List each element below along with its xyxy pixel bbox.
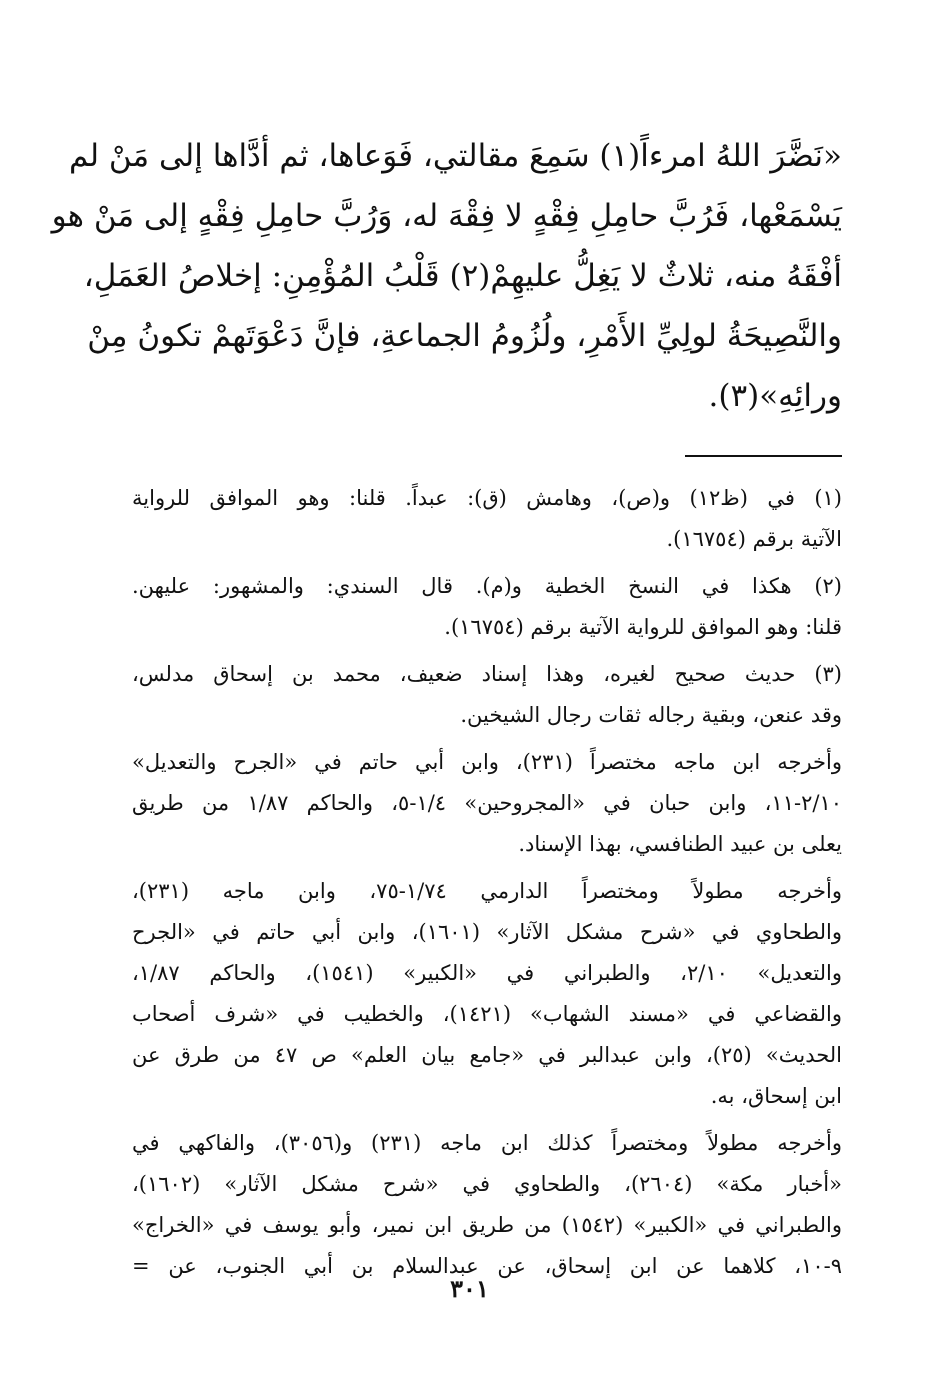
- footnote-line: والطحاوي في «شرح مشكل الآثار» (١٦٠١)، وابن أبي حاتم في «الجرح: [132, 920, 842, 944]
- footnote-3-takhrij-2: [132, 871, 842, 1117]
- footnote-line: (٢) هكذا في النسخ الخطية و(م). قال السندي: والمشهور: عليهن.: [132, 574, 842, 598]
- footnote-line: «أخبار مكة» (٢٦٠٤)، والطحاوي في «شرح مشكل الآثار» (١٦٠٢)،: [132, 1172, 842, 1196]
- footnote-line: ابن إسحاق، به.: [710, 1084, 842, 1108]
- footnote-line: وأخرجه مطولاً ومختصراً كذلك ابن ماجه (٢٣١) و(٣٠٥٦)، والفاكهي في: [132, 1131, 842, 1155]
- hadith-line: أفْقَهُ منه، ثلاثٌ لا يَغِلُّ عليهِمْ(٢) قَلْبُ المُؤْمِنِ: إخلاصُ العَمَلِ،: [83, 258, 842, 294]
- hadith-text: [51, 126, 842, 426]
- page-number: ٣٠١: [450, 1274, 489, 1303]
- footnote-3-takhrij-3: [132, 1123, 842, 1287]
- footnote-line: والطبراني في «الكبير» (١٥٤٢) من طريق ابن نمير، وأبو يوسف في «الخراج»: [132, 1213, 842, 1237]
- footnote-line: وأخرجه مطولاً ومختصراً الدارمي ١/٧٤-٧٥، وابن ماجه (٢٣١)،: [132, 879, 842, 903]
- hadith-line: والنَّصِيحَةُ لولِيِّ الأَمْرِ، ولُزُومُ الجماعةِ، فإنَّ دَعْوَتَهمْ تكونُ مِنْ: [87, 318, 842, 354]
- hadith-line: «نَضَّرَ اللهُ امرءاً(١) سَمِعَ مقالتي، فَوَعاها، ثم أدَّاها إلى مَنْ لم: [68, 138, 842, 174]
- footnote-separator: [685, 455, 842, 457]
- footnote-line: وقد عنعن، وبقية رجاله ثقات رجال الشيخين.: [460, 703, 842, 727]
- footnotes: [132, 478, 842, 1293]
- footnote-line: ٢/١٠-١١، وابن حبان في «المجروحين» ١/٤-٥، والحاكم ١/٨٧ من طريق: [132, 791, 843, 815]
- footnote-line: والقضاعي في «مسند الشهاب» (١٤٢١)، والخطيب في «شرف أصحاب: [132, 1002, 842, 1026]
- footnote-3: [132, 654, 842, 736]
- footnote-line: والتعديل» ٢/١٠، والطبراني في «الكبير» (١٥٤١)، والحاكم ١/٨٧،: [132, 961, 842, 985]
- footnote-line: قلنا: وهو الموافق للرواية الآتية برقم (١٦٧٥٤).: [444, 615, 842, 639]
- footnote-line: الآتية برقم (١٦٧٥٤).: [666, 527, 842, 551]
- footnote-1: [132, 478, 842, 560]
- hadith-line: ورائِهِ»(٣).: [708, 378, 842, 414]
- footnote-3-takhrij-1: [132, 742, 842, 865]
- footnote-line: ٩-١٠، كلاهما عن ابن إسحاق، عن عبدالسلام بن أبي الجنوب، عن =: [132, 1254, 842, 1278]
- hadith-line: يَسْمَعْها، فَرُبَّ حامِلِ فِقْهٍ لا فِقْهَ له، وَرُبَّ حامِلِ فِقْهٍ إلى مَنْ هو: [51, 198, 842, 234]
- footnote-line: الحديث» (٢٥)، وابن عبدالبر في «جامع بيان العلم» ص ٤٧ من طرق عن: [132, 1043, 843, 1067]
- footnote-line: (٣) حديث صحيح لغيره، وهذا إسناد ضعيف، محمد بن إسحاق مدلس،: [132, 662, 842, 686]
- footnote-line: (١) في (ظ١٢) و(ص)، وهامش (ق): عبداً. قلنا: وهو الموافق للرواية: [132, 486, 842, 510]
- footnote-line: يعلى بن عبيد الطنافسي، بهذا الإسناد.: [518, 832, 842, 856]
- footnote-2: [132, 566, 842, 648]
- footnote-line: وأخرجه ابن ماجه مختصراً (٢٣١)، وابن أبي حاتم في «الجرح والتعديل»: [132, 750, 842, 774]
